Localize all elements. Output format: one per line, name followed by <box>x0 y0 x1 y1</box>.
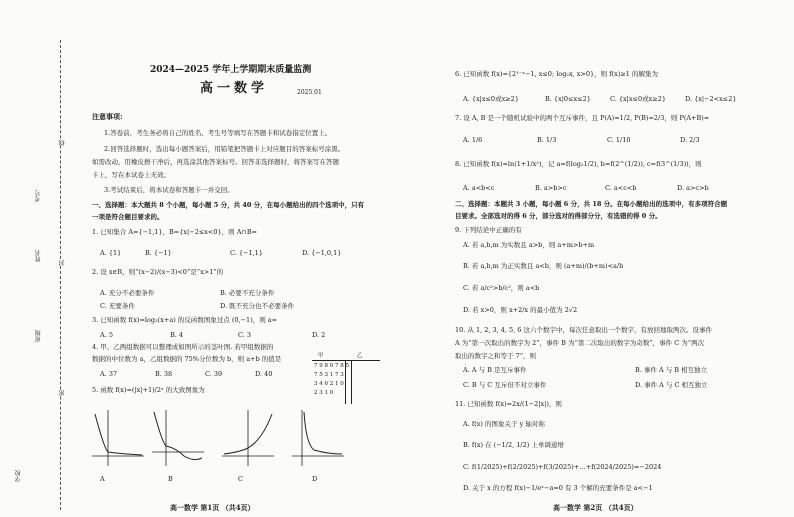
q9-option-a: A. 若 a,b,m 为实数且 a>b，则 a+m>b+m <box>463 241 595 249</box>
question-6: 6. 已知函数 f(x)={2¹⁻ˣ−1, x≤0; log₂x, x>0}，则 f(x)≥1 的解集为 <box>455 70 659 78</box>
question-4-line-1: 4. 甲、乙两组数据可以整理成如图所示的茎叶图. 若甲组数据的 <box>92 343 274 351</box>
stem-row: 2 3 1 0 <box>314 390 334 396</box>
q1-option-c: C. {−1,1} <box>230 249 263 257</box>
q9-option-b: B. 若 a,b,m 为正实数且 a<b，则 (a+m)/(b+m)<a/b <box>463 262 624 270</box>
question-9: 9. 下列结论中正确的有 <box>455 226 522 234</box>
q11-option-c: C. f(1/2025)+f(2/2025)+f(3/2025)+…+f(2024/2025)=−2024 <box>463 463 662 471</box>
q7-option-c: C. 1/10 <box>607 136 631 144</box>
q8-option-b: B. a>b>c <box>535 184 567 192</box>
question-1: 1. 已知集合 A={−1,1}，B={x|−2≤x<0}，则 A∩B= <box>92 228 258 236</box>
question-10-line-2: A 为“第一次取出的数字为 2”，事件 B 为“第二次取出的数字为奇数”，事件 C 为“两次 <box>455 339 705 347</box>
graph-b <box>152 408 204 468</box>
seal-mi: 密 <box>59 390 66 396</box>
stem-row: 7 5 3 1 7 3 <box>314 372 344 378</box>
stem-header-yi: 乙 <box>357 353 363 359</box>
notice-3: 如需改动，用橡皮擦干净后，再选涂其他答案标号。回答非选择题时，将答案写在答题 <box>92 158 339 166</box>
q10-option-b: B. 事件 A 与 B 相互独立 <box>635 366 708 374</box>
q11-option-a: A. f(x) 的图象关于 y 轴对称 <box>463 420 545 428</box>
q7-option-b: B. 1/3 <box>537 136 557 144</box>
stem-leaf-plot <box>312 352 382 404</box>
section2-heading: 二、选择题：本题共 3 小题，每小题 6 分，共 18 分。在每小题给出的选项中，有多项符合题 <box>455 200 728 208</box>
q6-option-d: D. {x|−2<x≤2} <box>685 95 737 103</box>
q4-option-b: B. 38 <box>155 370 173 378</box>
q11-option-b: B. f(x) 在 (−1/2, 1/2) 上单调递增 <box>463 441 564 449</box>
q8-option-d: D. a>c>b <box>677 184 709 192</box>
q7-option-a: A. 1/6 <box>463 136 483 144</box>
graph-d <box>292 408 344 468</box>
section2-heading-2: 目要求。全部选对的得 6 分，部分选对的得部分分，有选错的得 0 分。 <box>455 212 662 220</box>
page-2-footer: 高一数学 第2页 （共4页） <box>553 503 638 512</box>
q3-option-d: D. 2 <box>312 331 326 339</box>
question-7: 7. 设 A, B 是一个随机试验中的两个互斥事件，且 P(A)=1/2, P(B)=2/3，则 P(A+B)= <box>455 114 710 122</box>
stem-row: 3 4 6 2 1 0 <box>314 381 344 387</box>
q2-option-a: A. 充分不必要条件 <box>100 289 155 297</box>
exam-no-label: 考号 <box>35 190 42 202</box>
notice-2: 2.回答选择题时，选出每小题答案后，用铅笔把答题卡上对应题目的答案标号涂黑。 <box>104 145 345 153</box>
stem-header-jia: 甲 <box>318 353 324 359</box>
q2-option-b: B. 必要不充分条件 <box>220 289 275 297</box>
q2-option-c: C. 充要条件 <box>100 302 135 310</box>
q3-option-b: B. 4 <box>170 331 184 339</box>
graph-a <box>92 408 144 468</box>
stem-row: 7 9 8 0 7 8 5 <box>314 363 349 369</box>
q6-option-a: A. {x|x≤0或x≥2} <box>463 95 519 103</box>
question-8: 8. 已知函数 f(x)=ln(1+1/x²)，记 a=f(log₂1/2), b=f(2^(1/2)), c=f(3^(1/3))，则 <box>455 160 702 168</box>
q5-label-c: C <box>238 475 243 483</box>
q3-option-a: A. 5 <box>100 331 113 339</box>
question-11: 11. 已知函数 f(x)=2x/(1−2|x|)，则 <box>455 400 562 408</box>
section1-heading-2: 一项是符合题目要求的。 <box>92 213 164 221</box>
q4-option-c: C. 39 <box>205 370 223 378</box>
q8-option-a: A. a<b<c <box>463 184 495 192</box>
q7-option-d: D. 2/3 <box>680 136 700 144</box>
question-10-line-3: 取出的数字之和等于 7”，则 <box>455 352 537 360</box>
q11-option-d: D. 关于 x 的方程 f(x)−1/eˣ−a=0 有 3 个解的充要条件是 a<−1 <box>463 484 653 492</box>
q10-option-c: C. B 与 C 互斥但不对立事件 <box>463 381 547 389</box>
q4-option-a: A. 37 <box>100 370 118 378</box>
q3-option-c: C. 3 <box>238 331 252 339</box>
notice-1: 1.答卷前，考生务必将自己的姓名、考生号等填写在答题卡和试卷指定位置上。 <box>104 129 332 137</box>
question-2: 2. 设 x∈R，则“(x−2)/(x−3)<0”是“x>1”的 <box>92 268 224 276</box>
question-5: 5. 函数 f(x)=(|x|+1)/2ˣ 的大致图象为 <box>92 386 205 394</box>
q4-option-d: D. 40 <box>255 370 273 378</box>
q1-option-b: B. {−1} <box>145 249 172 257</box>
q5-label-d: D <box>312 475 318 483</box>
page-1-footer: 高一数学 第1页 （共4页） <box>170 503 255 512</box>
q8-option-c: C. a<c<b <box>605 184 637 192</box>
q9-option-d: D. 若 x>0，则 x+2/x 的最小值为 2√2 <box>463 306 578 314</box>
q10-option-a: A. A 与 B 是互斥事件 <box>463 366 527 374</box>
q5-label-a: A <box>100 475 105 483</box>
q10-option-d: D. 事件 A 与 C 相互独立 <box>635 381 708 389</box>
seal-feng: 封 <box>59 260 66 266</box>
notice-4: 卡上，写在本试卷上无效。 <box>92 171 170 179</box>
q1-option-d: D. {−1,0,1} <box>302 249 342 257</box>
question-3: 3. 已知函数 f(x)=log₂(x+a) 的反函数图象过点 (0,−1)，则 a= <box>92 316 278 324</box>
q2-option-d: D. 既不充分也不必要条件 <box>220 302 295 310</box>
question-10-line-1: 10. 从 1, 2, 3, 4, 5, 6 这六个数字中，每次任意取出一个数字，有放回地取两次。设事件 <box>455 326 713 334</box>
notice-5: 3.考试结束后，将本试卷和答题卡一并交回。 <box>104 186 234 194</box>
question-4-line-2: 数据的中位数为 a，乙组数据的 75%分位数为 b，则 a+b 的值是 <box>92 355 282 363</box>
q5-label-b: B <box>168 475 173 483</box>
school-label: 学校 <box>15 470 22 482</box>
section1-heading: 一、选择题：本大题共 8 个小题，每小题 5 分，共 40 分，在每小题给出的四个选项中，只有 <box>92 201 365 209</box>
seal-xian: 线 <box>59 140 66 146</box>
subject-title: 高一数学 <box>200 81 269 96</box>
q6-option-b: B. {x|0≤x≤2} <box>545 95 591 103</box>
class-label: 班级 <box>35 330 42 342</box>
notice-heading: 注意事项: <box>92 112 123 121</box>
exam-date: 2025.01 <box>297 89 322 96</box>
q9-option-c: C. 若 a/c²>b/c²，则 a<b <box>463 284 540 292</box>
q1-option-a: A. {1} <box>100 249 122 257</box>
page-2 <box>405 0 794 517</box>
name-label: 姓名 <box>35 250 42 262</box>
binding-line <box>60 40 61 510</box>
graph-c <box>222 408 274 468</box>
q6-option-c: C. {x|x≤0或x≥2} <box>610 95 666 103</box>
exam-title: 2024—2025 学年上学期期末质量监测 <box>150 65 312 75</box>
